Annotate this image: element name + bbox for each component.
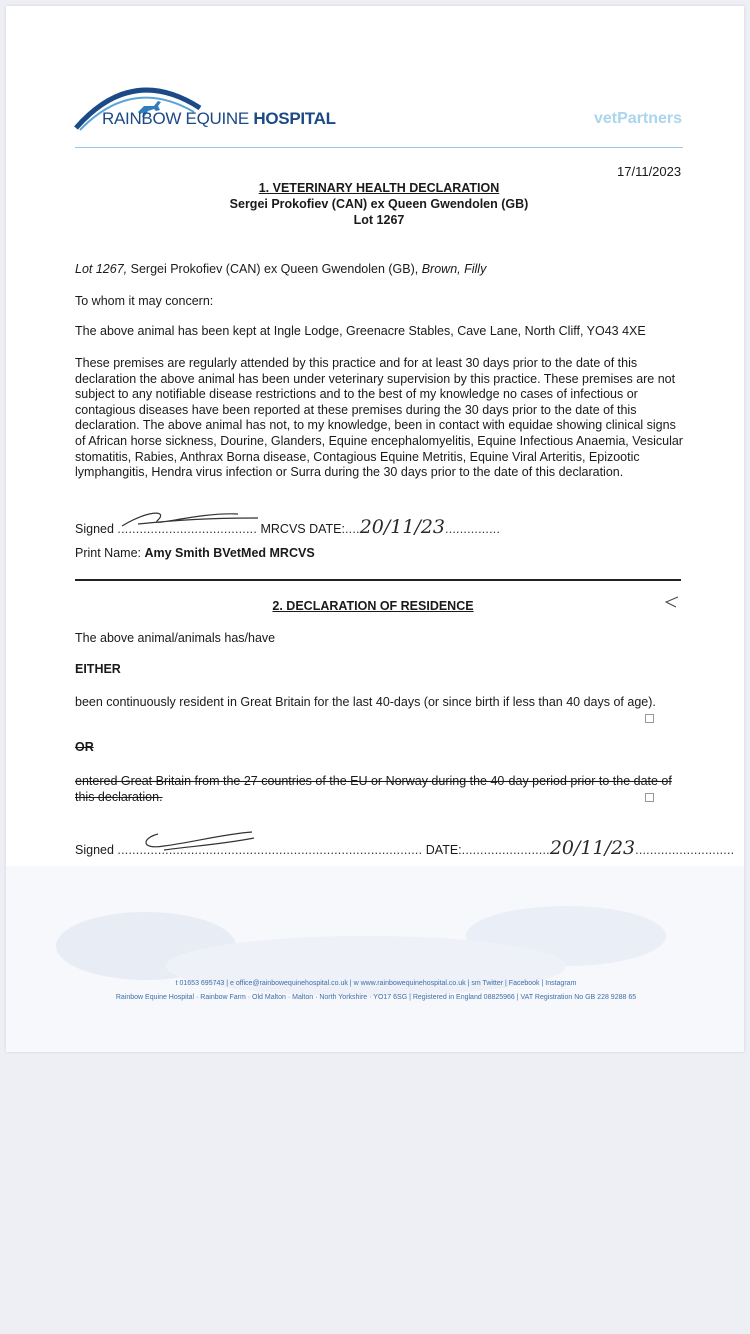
print-name-label: Print Name: (75, 546, 141, 560)
section1-heading: 1. VETERINARY HEALTH DECLARATION (258, 181, 500, 195)
or-label: OR (75, 740, 94, 754)
signature-scribble-2-icon (134, 828, 264, 856)
declaration-paragraph: These premises are regularly attended by this practice and for at least 30 days prior to the date of this declaration the above animal has been under veterinary supervision by this practice. These premises are not subject to any notifiable disease restrictions and to the best of my knowledge no cases of infectious or contagious diseases have been reported at these premises during the 30 days prior to the date of this declaration. The above animal has not, to my knowledge, been in contact with equidae showing clinical signs of African horse sickness, Dourine, Glanders, Equine encephalomyelitis, Equine Infectious Anaemia, Vesicular stomatitis, Rabies, Anthrax Borna disease, Contagious Equine Metritis, Equine Viral Arteritis, Epizootic lymphangitis, Hendra virus infection or Surra during the 30 days prior to the date of this declaration. (75, 356, 683, 480)
section2-heading: 2. DECLARATION OF RESIDENCE (272, 599, 474, 613)
section2-intro: The above animal/animals has/have (75, 631, 276, 645)
print-name-row (75, 546, 315, 560)
footer-address-line: Rainbow Equine Hospital · Rainbow Farm · Old Malton · Malton · North Yorkshire · YO17 6SG | Registered in England 08825966 | VAT Registration No GB 228 9288 65 (115, 994, 637, 1001)
either-text: been continuously resident in Great Britain for the last 40-days (or since birth if less than 40 days of age). (75, 695, 656, 709)
partner-logo: vetPartners (594, 110, 683, 127)
issue-date: 17/11/2023 (617, 164, 682, 179)
pen-tick-mark-icon (662, 595, 682, 609)
or-checkbox[interactable] (645, 793, 654, 802)
signature-scribble-icon (118, 506, 268, 532)
document-page (6, 6, 744, 1052)
signature-row-1: Signed ...................................... MRCVS DATE:....20/11/23............... (75, 516, 501, 538)
either-checkbox[interactable] (645, 714, 654, 723)
salutation: To whom it may concern: (75, 294, 214, 308)
section-divider (75, 579, 681, 581)
handwritten-date-2: 20/11/23 (549, 837, 636, 859)
footer-contact-line: t 01653 695743 | e office@rainbowequinehospital.co.uk | w www.rainbowequinehospital.co.uk | sm Twitter | Facebook | Instagram (175, 980, 577, 987)
location-paragraph: The above animal has been kept at Ingle Lodge, Greenacre Stables, Cave Lane, North Cliff, YO43 4XE (75, 324, 646, 338)
signature-row-2: Signed ................................................................................... DATE:........................20/11/23........................... (75, 837, 735, 859)
mrcvs-date-label: MRCVS DATE: (260, 522, 345, 536)
print-name-value: Amy Smith BVetMed MRCVS (144, 546, 315, 560)
either-label: EITHER (75, 662, 121, 676)
header-rule (75, 147, 683, 148)
horse-name: Sergei Prokofiev (CAN) ex Queen Gwendolen (GB), (127, 262, 419, 276)
brand-name: RAINBOW EQUINE HOSPITAL (102, 109, 336, 128)
signature-dots: ...................................... (117, 522, 257, 536)
section1-lot-title: Lot 1267 (353, 213, 405, 227)
or-text: entered Great Britain from the 27 countries of the EU or Norway during the 40-day period prior to the date of this declaration. (75, 774, 672, 804)
horse-watermark-icon (6, 866, 744, 1052)
signature-dots-2: ................................................................................... (117, 843, 423, 857)
lot-line (75, 262, 687, 278)
signed-label-2: Signed (75, 843, 114, 857)
signed-label: Signed (75, 522, 114, 536)
horse-description: Brown, Filly (418, 262, 487, 276)
date-label-2: DATE: (425, 843, 462, 857)
lot-number: Lot 1267, (75, 262, 128, 276)
section1-subject: Sergei Prokofiev (CAN) ex Queen Gwendolen (GB) (229, 197, 529, 211)
handwritten-date: 20/11/23 (359, 516, 446, 538)
